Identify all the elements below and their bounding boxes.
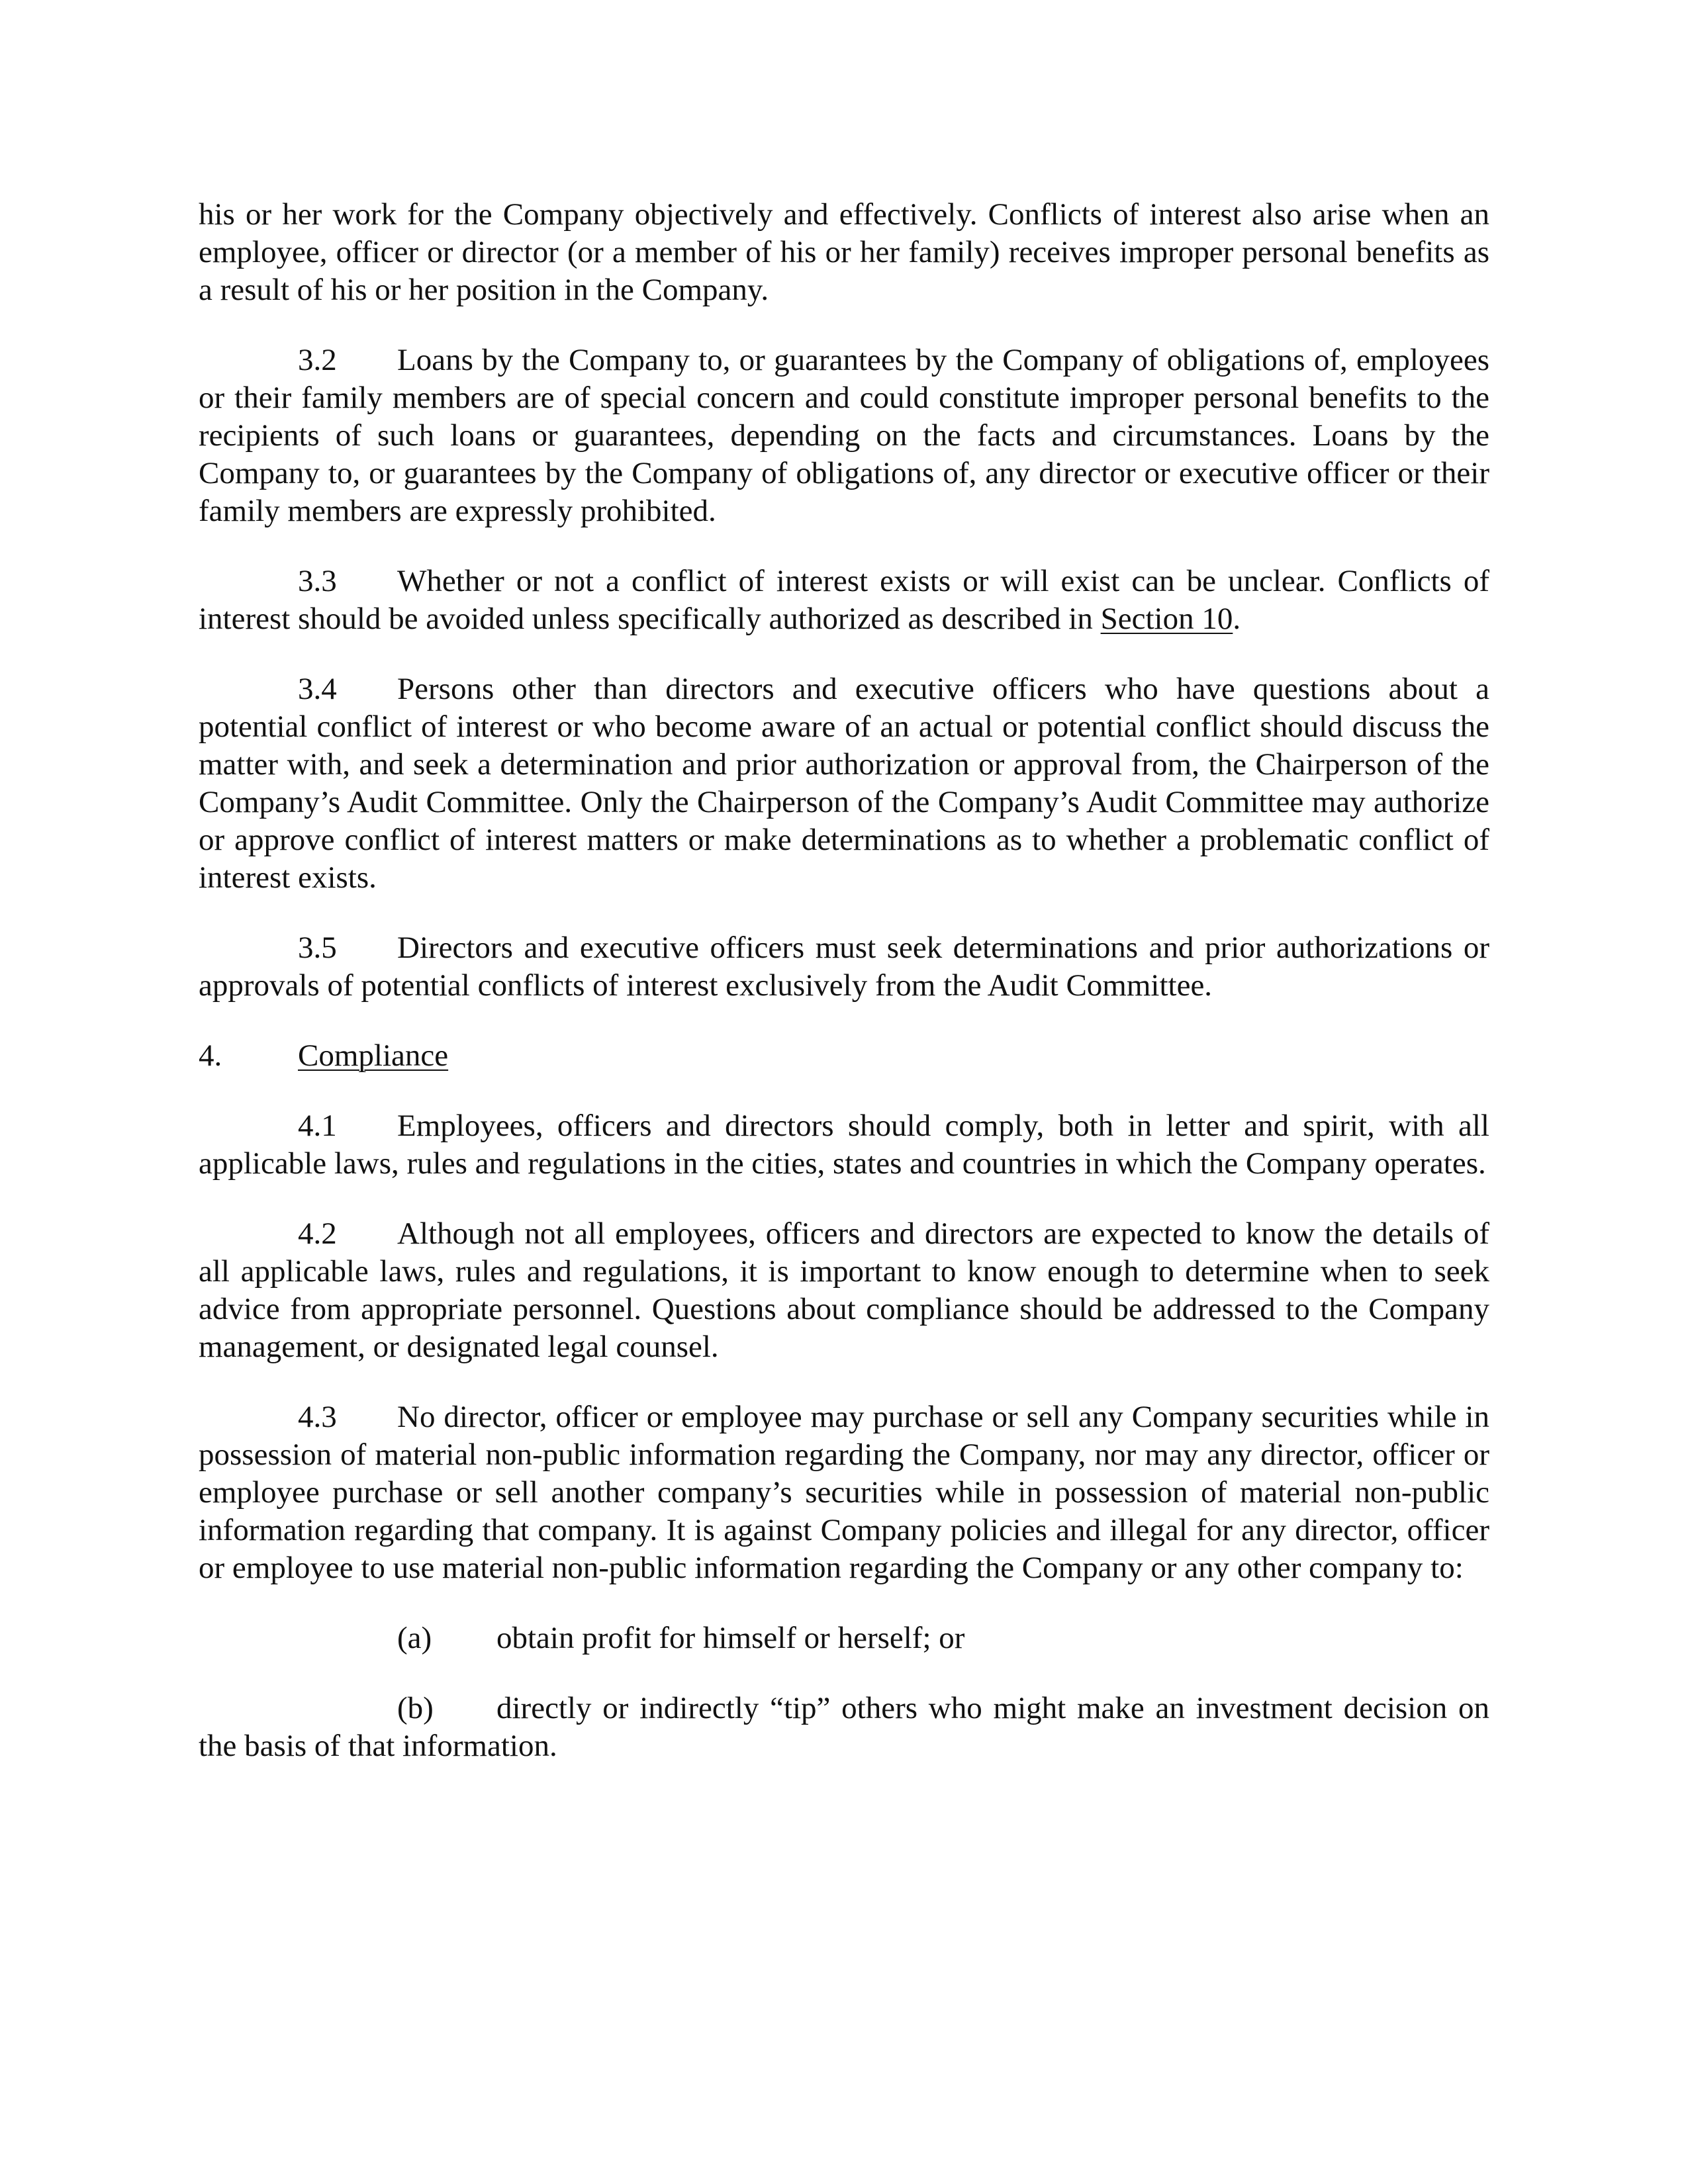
heading-number: 4.: [199, 1038, 222, 1073]
section-number: 4.1: [298, 1109, 337, 1143]
section-10-link[interactable]: Section 10: [1100, 602, 1233, 636]
paragraph-4-3-a: [199, 1619, 1489, 1657]
list-marker: (b): [397, 1691, 434, 1725]
list-item-text: obtain profit for himself or herself; or: [496, 1621, 965, 1655]
paragraph-4-1: [199, 1107, 1489, 1183]
paragraph-3-5: [199, 929, 1489, 1005]
paragraph-text: Loans by the Company to, or guarantees by the Company of obligations of, employees or their family members are of special concern and could constitute improper personal benefits to the recipients of such loans or guarantees, depending on the facts and circumstances. Loans by the Company to, or guarantees by the Company of obligations of, any director or executive officer or their family members are expressly prohibited.: [199, 343, 1489, 528]
section-number: 4.2: [298, 1216, 337, 1251]
section-number: 3.4: [298, 672, 337, 706]
paragraph-4-3-b: [199, 1690, 1489, 1765]
paragraph-text: Persons other than directors and executive officers who have questions about a potential conflict of interest or who become aware of an actual or potential conflict should discuss the matter with, and seek a determination and prior authorization or approval from, the Chairperson of the Company’s Audit Committee. Only the Chairperson of the Company’s Audit Committee may authorize or approve conflict of interest matters or make determinations as to whether a problematic conflict of interest exists.: [199, 672, 1489, 895]
section-number: 3.5: [298, 931, 337, 965]
section-number: 4.3: [298, 1400, 337, 1434]
section-heading-compliance: [199, 1037, 1489, 1075]
paragraph-text: Although not all employees, officers and directors are expected to know the details of all applicable laws, rules and regulations, it is important to know enough to determine when to seek advice from appropriate personnel. Questions about compliance should be addressed to the Company management, or designated legal counsel.: [199, 1216, 1489, 1364]
paragraph-4-2: [199, 1215, 1489, 1366]
paragraph-3-4: [199, 670, 1489, 897]
section-number: 3.2: [298, 343, 337, 377]
paragraph-text: Employees, officers and directors should comply, both in letter and spirit, with all applicable laws, rules and regulations in the cities, states and countries in which the Company operates.: [199, 1109, 1489, 1181]
list-item-text: directly or indirectly “tip” others who might make an investment decision on the basis of that information.: [199, 1691, 1489, 1763]
document-page: [199, 196, 1489, 1797]
paragraph-continuation: his or her work for the Company objectively and effectively. Conflicts of interest also arise when an employee, officer or director (or a member of his or her family) receives improper personal benefits as a result of his or her position in the Company.: [199, 197, 1489, 307]
list-marker: (a): [397, 1621, 432, 1655]
paragraph-text: No director, officer or employee may purchase or sell any Company securities while in possession of material non-public information regarding the Company, nor may any director, officer or employee purchase or sell another company’s securities while in possession of material non-public information regarding that company. It is against Company policies and illegal for any director, officer or employee to use material non-public information regarding the Company or any other company to:: [199, 1400, 1489, 1585]
paragraph-text: Whether or not a conflict of interest exists or will exist can be unclear. Conflicts of interest should be avoided unless specifically authorized as described in: [199, 564, 1489, 636]
paragraph-4-3: [199, 1398, 1489, 1587]
heading-title: Compliance: [298, 1038, 449, 1073]
paragraph-text-end: .: [1233, 602, 1241, 636]
paragraph-text: Directors and executive officers must seek determinations and prior authorizations or approvals of potential conflicts of interest exclusively from the Audit Committee.: [199, 931, 1489, 1003]
section-number: 3.3: [298, 564, 337, 598]
paragraph-3-2: [199, 341, 1489, 530]
paragraph-3-3: [199, 563, 1489, 638]
